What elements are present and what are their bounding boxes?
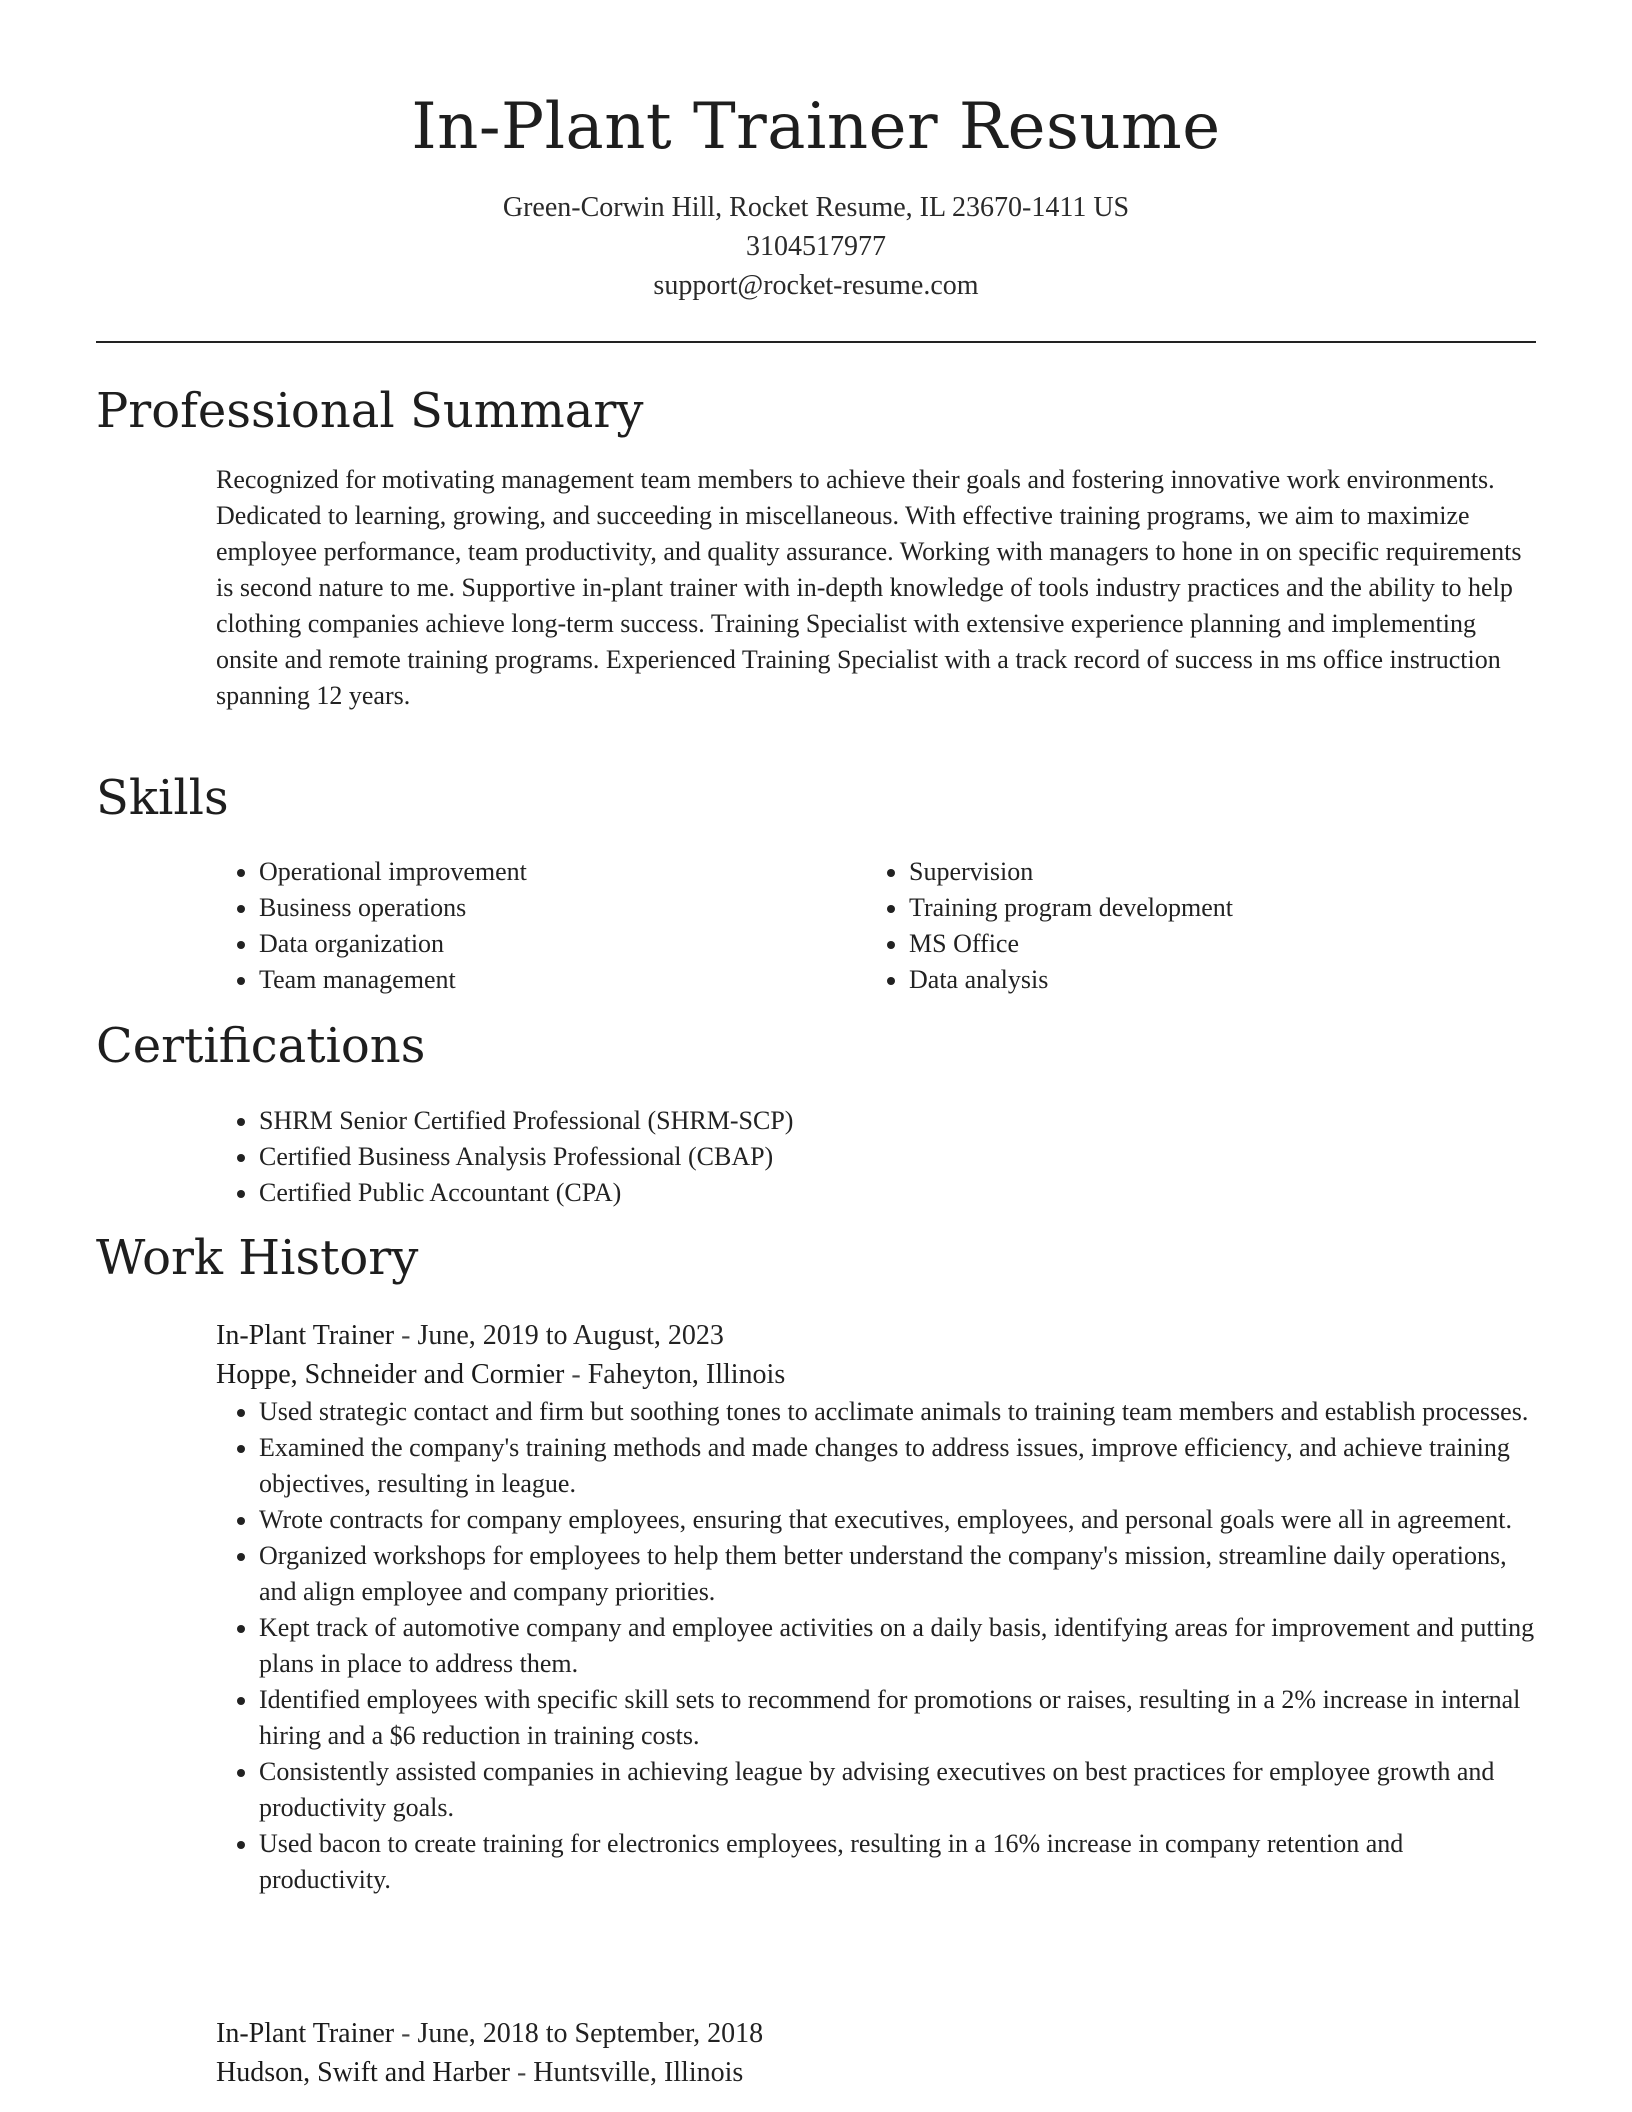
job-entry — [216, 2014, 1538, 2092]
summary-text: Recognized for motivating management team members to achieve their goals and fostering innovative work environments. Dedicated to learning, growing, and succeeding in miscellaneous. With effective training programs, we aim to maximize employee performance, team productivity, and quality assurance. Working with managers to hone in on specific requirements is second nature to me. Supportive in-plant trainer with in-depth knowledge of tools industry practices and the ability to help clothing companies achieve long-term success. Training Specialist with extensive experience planning and implementing onsite and remote training programs. Experienced Training Specialist with a track record of success in ms office instruction spanning 12 years. — [216, 465, 1522, 710]
skills-column-right — [866, 854, 1466, 998]
job-title-line — [216, 2014, 1538, 2053]
job-bullet: • Identified employees with specific skill sets to recommend for promotions or raises, resulting in a 2% increase in internal hiring and a $6 reduction in training costs. — [259, 1682, 1538, 1754]
job-bullet: • Wrote contracts for company employees, ensuring that executives, employees, and personal goals were all in agreement. — [259, 1502, 1538, 1538]
skill-item: • Team management — [259, 962, 816, 998]
job-company-line — [216, 2053, 1538, 2092]
contact-email: support@rocket-resume.com — [653, 270, 979, 301]
certification-item: • SHRM Senior Certified Professional (SHRM-SCP) — [259, 1103, 1216, 1139]
job-dates: June, 2019 to August, 2023 — [417, 1320, 724, 1351]
skill-item: • Business operations — [259, 890, 816, 926]
skills-list-left — [216, 854, 816, 998]
certification-item: • Certified Public Accountant (CPA) — [259, 1175, 1216, 1211]
job-company: Hoppe, Schneider and Cormier — [216, 1359, 565, 1390]
job-bullet: • Used strategic contact and firm but soothing tones to acclimate animals to training team members and establish processes. — [259, 1394, 1538, 1430]
skill-item: • Supervision — [909, 854, 1466, 890]
job-bullet: • Examined the company's training methods and made changes to address issues, improve efficiency, and achieve training objectives, resulting in league. — [259, 1430, 1538, 1502]
job-company: Hudson, Swift and Harber — [216, 2057, 510, 2088]
job-location: Faheyton, Illinois — [587, 1359, 786, 1390]
job-separator: - — [394, 2018, 418, 2049]
certifications-heading: Certifications — [96, 1018, 426, 1074]
job-title: In-Plant Trainer — [216, 2018, 395, 2049]
certifications-block — [216, 1103, 1216, 1211]
skills-heading: Skills — [96, 770, 229, 826]
contact-address: Green-Corwin Hill, Rocket Resume, IL 23670-1411 US — [502, 192, 1130, 223]
work-history-heading: Work History — [96, 1230, 419, 1286]
job-title: In-Plant Trainer — [216, 1320, 395, 1351]
skill-item: • Data organization — [259, 926, 816, 962]
job-entry — [216, 1316, 1538, 1898]
skill-item: • Training program development — [909, 890, 1466, 926]
header-divider — [96, 341, 1536, 343]
job-separator: - — [394, 1320, 418, 1351]
job-bullet: • Organized workshops for employees to help them better understand the company's mission, streamline daily operations, and align employee and company priorities. — [259, 1538, 1538, 1610]
skill-item: • Data analysis — [909, 962, 1466, 998]
job-bullet: • Used bacon to create training for electronics employees, resulting in a 16% increase in company retention and productivity. — [259, 1826, 1538, 1898]
job-location: Huntsville, Illinois — [533, 2057, 744, 2088]
page-title: In-Plant Trainer Resume — [411, 90, 1221, 164]
summary-heading: Professional Summary — [96, 383, 644, 439]
skill-item: • MS Office — [909, 926, 1466, 962]
certification-item: • Certified Business Analysis Professional (CBAP) — [259, 1139, 1216, 1175]
skill-item: • Operational improvement — [259, 854, 816, 890]
skills-column-left — [216, 854, 816, 998]
job-company-line — [216, 1355, 1538, 1394]
contact-phone: 3104517977 — [746, 231, 886, 262]
job-separator: - — [509, 2057, 534, 2088]
job-bullet-list — [216, 1394, 1538, 1898]
job-bullet: • Consistently assisted companies in achieving league by advising executives on best practices for employee growth and productivity goals. — [259, 1754, 1538, 1826]
job-separator: - — [564, 1359, 588, 1390]
resume-header — [96, 84, 1536, 305]
job-title-line — [216, 1316, 1538, 1355]
job-dates: June, 2018 to September, 2018 — [417, 2018, 764, 2049]
certifications-list — [216, 1103, 1216, 1211]
job-bullet: • Kept track of automotive company and employee activities on a daily basis, identifying areas for improvement and putting plans in place to address them. — [259, 1610, 1538, 1682]
skills-list-right — [866, 854, 1466, 998]
